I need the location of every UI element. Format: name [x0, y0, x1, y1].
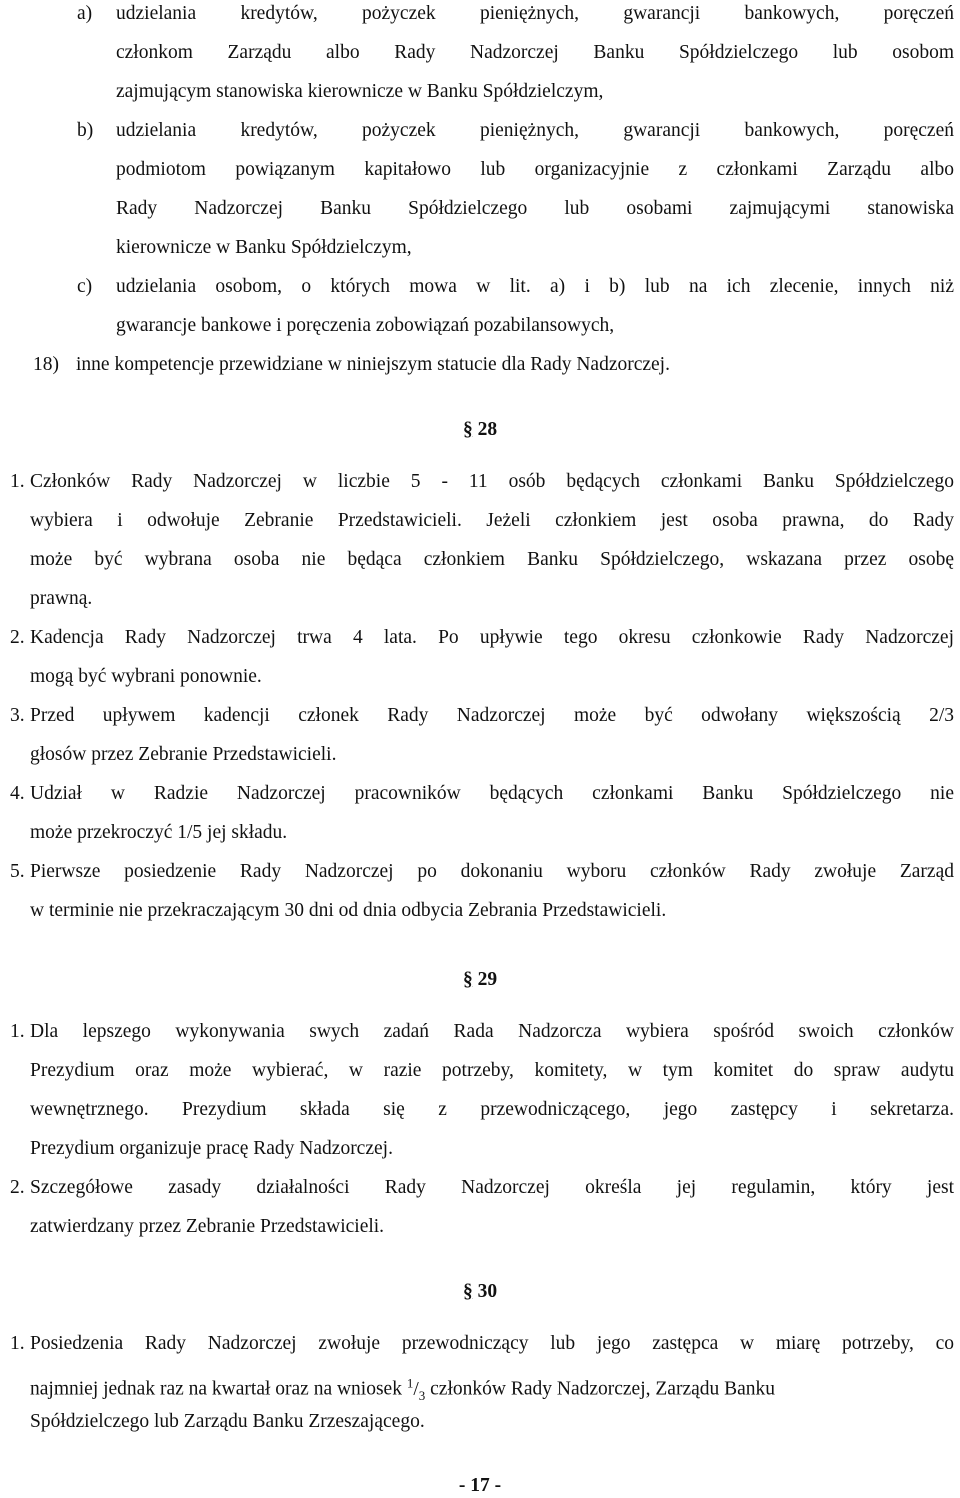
s29-p1-line-1: Dla lepszego wykonywania swych zadań Rada Nadzorcza wybiera spośród swoich członków: [30, 1021, 954, 1042]
s28-p1-line-1: Członków Rady Nadzorczej w liczbie 5 - 11 osób będących członkami Banku Spółdzielczego: [30, 471, 954, 492]
item-a-line-3: zajmującym stanowiska kierownicze w Banku Spółdzielczym,: [116, 81, 604, 102]
item-b-line-1: udzielania kredytów, pożyczek pieniężnych, gwarancji bankowych, poręczeń: [116, 120, 954, 141]
section-28-heading: [0, 418, 960, 442]
s28-p2-line-2: mogą być wybrani ponownie.: [30, 666, 262, 687]
s28-p4-line-1: Udział w Radzie Nadzorczej pracowników będących członkami Banku Spółdzielczego nie: [30, 783, 954, 804]
s28-p4-line-2: może przekroczyć 1/5 jej składu.: [30, 822, 288, 843]
section-sign-icon: §: [462, 1281, 473, 1302]
section-29-number: 29: [477, 969, 498, 990]
item-c-line-2: gwarancje bankowe i poręczenia zobowiązań pozabilansowych,: [116, 315, 615, 336]
s30-p1-label: 1.: [10, 1333, 25, 1354]
s28-p1-line-2: wybiera i odwołuje Zebranie Przedstawicieli. Jeżeli członkiem jest osoba prawna, do Rady: [30, 510, 954, 531]
section-sign-icon: §: [462, 419, 473, 440]
s29-p1-line-2: Prezydium oraz może wybierać, w razie potrzeby, komitety, w tym komitet do spraw audytu: [30, 1060, 954, 1081]
fraction-denominator: 3: [418, 1387, 426, 1403]
s30-p1-line-2-start: najmniej jednak raz na kwartał oraz na wniosek: [30, 1378, 407, 1400]
s28-p3-line-1: Przed upływem kadencji członek Rady Nadzorczej może być odwołany większością 2/3: [30, 705, 954, 726]
item-c-line-1: udzielania osobom, o których mowa w lit. a) i b) lub na ich zlecenie, innych niż: [116, 276, 954, 297]
item-18-label: 18): [33, 354, 59, 375]
s28-p2-label: 2.: [10, 627, 25, 648]
fraction-one-third: [406, 1375, 426, 1403]
fraction-slash: /: [413, 1378, 419, 1400]
section-28-number: 28: [477, 419, 498, 440]
fraction-numerator: 1: [406, 1375, 414, 1390]
item-b-label: b): [77, 120, 94, 141]
s28-p5-line-1: Pierwsze posiedzenie Rady Nadzorczej po dokonaniu wyboru członków Rady zwołuje Zarząd: [30, 861, 954, 882]
s28-p1-line-3: może być wybrana osoba nie będąca członkiem Banku Spółdzielczego, wskazana przez osobę: [30, 549, 954, 570]
s30-p1-line-2: [30, 1371, 775, 1407]
item-c-label: c): [77, 276, 93, 297]
s29-p2-label: 2.: [10, 1177, 25, 1198]
s29-p1-line-3: wewnętrznego. Prezydium składa się z przewodniczącego, jego zastępcy i sekretarza.: [30, 1099, 954, 1120]
s29-p1-line-4: Prezydium organizuje pracę Rady Nadzorczej.: [30, 1138, 393, 1159]
section-30-number: 30: [477, 1281, 498, 1302]
s30-p1-line-2-end: członków Rady Nadzorczej, Zarządu Banku: [425, 1378, 776, 1400]
s28-p2-line-1: Kadencja Rady Nadzorczej trwa 4 lata. Po upływie tego okresu członkowie Rady Nadzorczej: [30, 627, 954, 648]
page-number: - 17 -: [458, 1475, 502, 1496]
item-a-label: a): [77, 3, 93, 24]
s29-p2-line-1: Szczegółowe zasady działalności Rady Nadzorczej określa jej regulamin, który jest: [30, 1177, 954, 1198]
s28-p5-line-2: w terminie nie przekraczającym 30 dni od dnia odbycia Zebrania Przedstawicieli.: [30, 900, 667, 921]
item-a-line-2: członkom Zarządu albo Rady Nadzorczej Banku Spółdzielczego lub osobom: [116, 42, 954, 63]
item-a-line-1: udzielania kredytów, pożyczek pieniężnych, gwarancji bankowych, poręczeń: [116, 3, 954, 24]
item-18-text: inne kompetencje przewidziane w niniejszym statucie dla Rady Nadzorczej.: [76, 354, 670, 375]
s29-p1-label: 1.: [10, 1021, 25, 1042]
section-30-heading: [0, 1280, 960, 1304]
s30-p1-line-3: Spółdzielczego lub Zarządu Banku Zrzeszającego.: [30, 1411, 425, 1432]
s28-p3-label: 3.: [10, 705, 25, 726]
s28-p3-line-2: głosów przez Zebranie Przedstawicieli.: [30, 744, 337, 765]
s29-p2-line-2: zatwierdzany przez Zebranie Przedstawicieli.: [30, 1216, 385, 1237]
item-b-line-4: kierownicze w Banku Spółdzielczym,: [116, 237, 412, 258]
section-29-heading: [0, 968, 960, 992]
s28-p5-label: 5.: [10, 861, 25, 882]
s28-p1-line-4: prawną.: [30, 588, 93, 609]
item-b-line-2: podmiotom powiązanym kapitałowo lub organizacyjnie z członkami Zarządu albo: [116, 159, 954, 180]
s30-p1-line-1: Posiedzenia Rady Nadzorczej zwołuje przewodniczący lub jego zastępca w miarę potrzeby, co: [30, 1333, 954, 1354]
section-sign-icon: §: [462, 969, 473, 990]
s28-p4-label: 4.: [10, 783, 25, 804]
s28-p1-label: 1.: [10, 471, 25, 492]
item-b-line-3: Rady Nadzorczej Banku Spółdzielczego lub osobami zajmującymi stanowiska: [116, 198, 954, 219]
